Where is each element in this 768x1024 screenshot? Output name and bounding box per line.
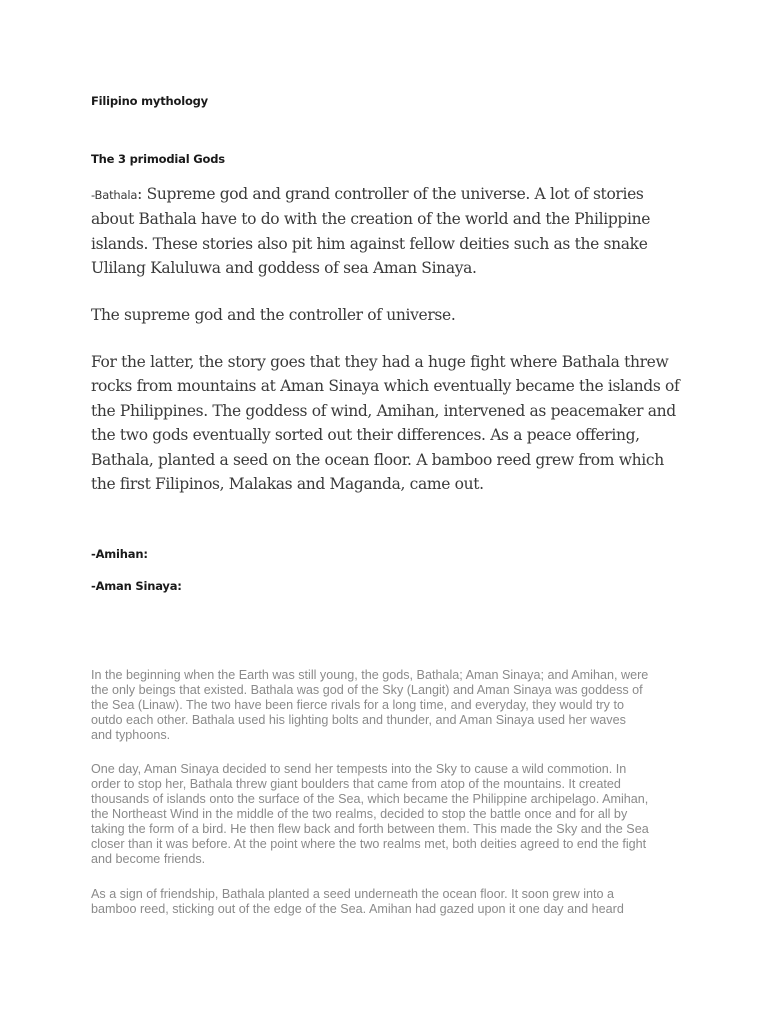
story-line: and become friends. [91,852,206,866]
story-line: and typhoons. [91,728,171,742]
story-line: In the beginning when the Earth was still young, the gods, Bathala; Aman Sinaya; and Amihan, were [91,668,649,682]
bathala-line-4: Ulilang Kaluluwa and goddess of sea Aman Sinaya. [91,259,477,278]
bathala-line-3: islands. These stories also pit him against fellow deities such as the snake [91,234,648,253]
latter-line: the two gods eventually sorted out their differences. As a peace offering, [91,426,640,445]
story-line: taking the form of a bird. He then flew back and forth between them. This made the Sky and the Sea [91,822,649,836]
story-paragraph-3 [91,887,691,917]
bathala-line-2: about Bathala have to do with the creation of the world and the Philippine [91,210,651,229]
story-line: As a sign of friendship, Bathala planted a seed underneath the ocean floor. It soon grew into a [91,887,614,901]
aman-sinaya-heading: -Aman Sinaya: [91,579,182,593]
story-line: One day, Aman Sinaya decided to send her tempests into the Sky to cause a wild commotion. In [91,762,627,776]
story-line: the only beings that existed. Bathala was god of the Sky (Langit) and Aman Sinaya was goddess of [91,683,643,697]
amihan-heading: -Amihan: [91,547,148,561]
latter-paragraph [91,350,691,496]
story-line: bamboo reed, sticking out of the edge of the Sea. Amihan had gazed upon it one day and heard [91,902,624,916]
supreme-god-line: The supreme god and the controller of universe. [91,306,456,324]
story-line: thousands of islands onto the surface of the Sea, which became the Philippine archipelago. Amihan, [91,792,649,806]
section-heading: The 3 primodial Gods [91,152,225,166]
latter-line: the Philippines. The goddess of wind, Amihan, intervened as peacemaker and [91,401,676,420]
story-line: outdo each other. Bathala used his lighting bolts and thunder, and Aman Sinaya used her waves [91,713,626,727]
bathala-paragraph [91,182,691,281]
story-paragraph-2 [91,762,691,867]
story-line: order to stop her, Bathala threw giant boulders that came from atop of the mountains. It created [91,777,621,791]
latter-line: For the latter, the story goes that they had a huge fight where Bathala threw [91,353,669,371]
latter-line: Bathala, planted a seed on the ocean floor. A bamboo reed grew from which [91,450,664,469]
story-paragraph-1 [91,668,691,743]
latter-line: rocks from mountains at Aman Sinaya which eventually became the islands of [91,377,680,396]
bathala-line-1: -Bathala: Supreme god and grand controller of the universe. A lot of stories [91,185,644,203]
story-line: the Northeast Wind in the middle of the two realms, decided to stop the battle once and for all by [91,807,628,821]
story-line: the Sea (Linaw). The two have been fierce rivals for a long time, and everyday, they would try to [91,698,624,712]
bathala-label: -Bathala [91,188,138,202]
document-title: Filipino mythology [91,94,208,108]
story-line: closer than it was before. At the point where the two realms met, both deities agreed to end the fight [91,837,647,851]
latter-line: the first Filipinos, Malakas and Maganda, came out. [91,475,484,494]
